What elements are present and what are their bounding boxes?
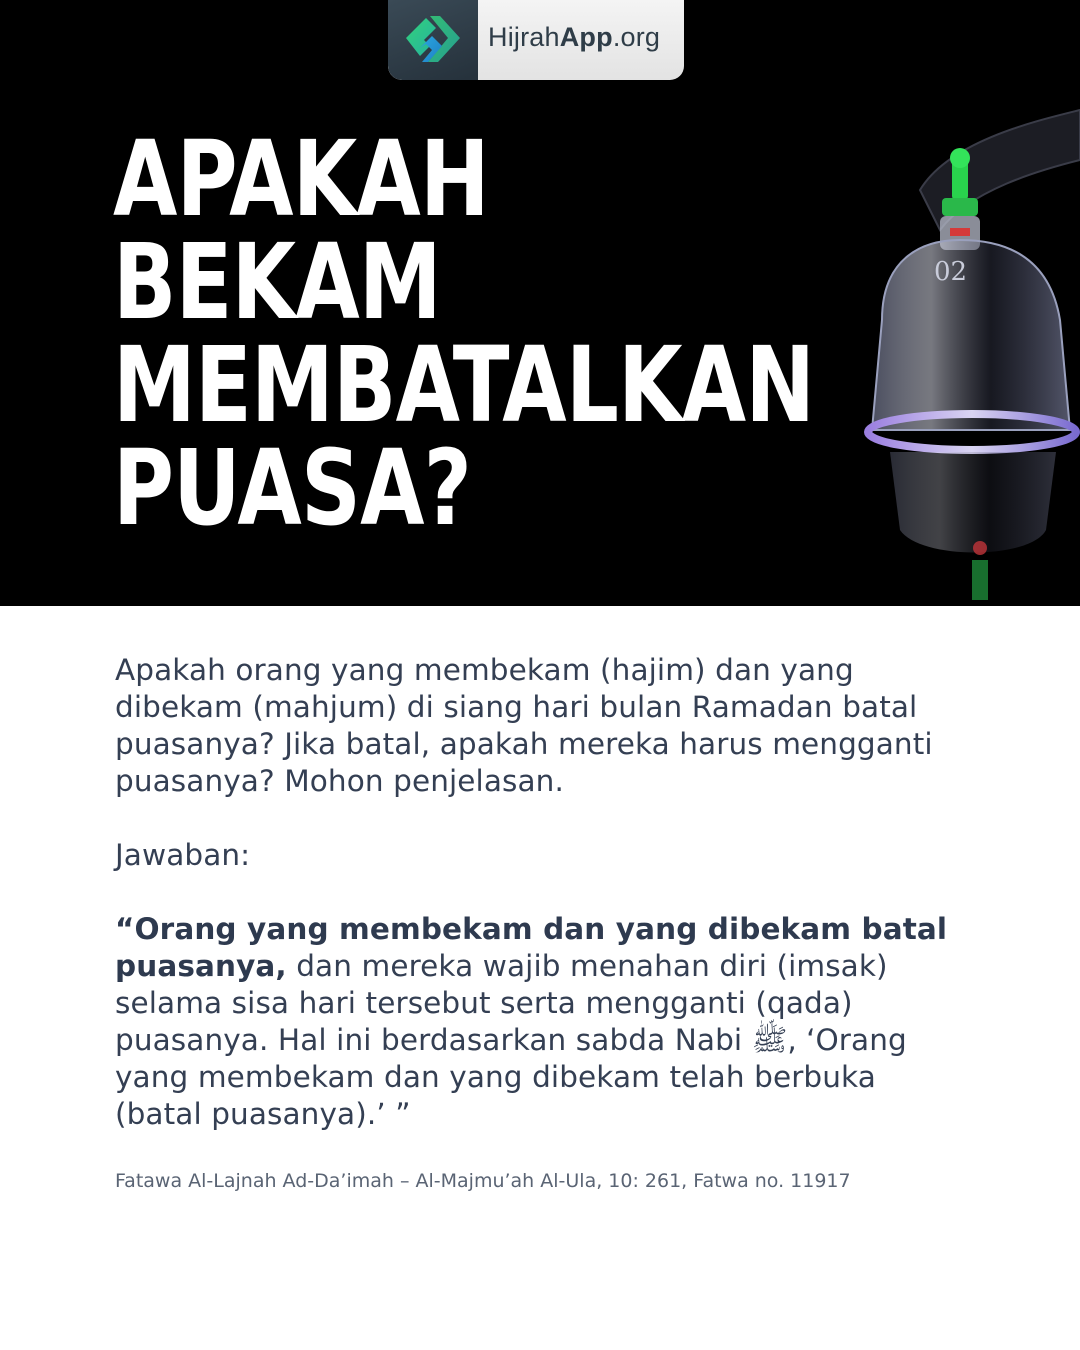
title-line-3: MEMBATALKAN (113, 324, 815, 446)
cupping-cup-icon (860, 80, 1080, 606)
article-body (115, 652, 965, 1193)
page-title (113, 118, 815, 549)
hijrahapp-logo-icon (388, 0, 478, 80)
question-paragraph: Apakah orang yang membekam (hajim) dan yang dibekam (mahjum) di siang hari bulan Ramadan batal puasanya? Jika batal, apakah mereka harus mengganti puasanya? Mohon penjelasan. (115, 653, 933, 798)
brand-name-suffix: .org (612, 22, 661, 52)
title-line-1: APAKAH (113, 118, 489, 240)
answer-paragraph (115, 911, 965, 1133)
hero-banner (0, 0, 1080, 606)
brand-badge[interactable] (388, 0, 684, 80)
source-citation: Fatawa Al-Lajnah Ad-Da’imah – Al-Majmu’ah Al-Ula, 10: 261, Fatwa no. 11917 (115, 1170, 851, 1192)
brand-name (488, 22, 660, 53)
brand-name-regular: Hijrah (488, 22, 560, 52)
title-line-4: PUASA? (113, 427, 472, 549)
cup-number-label: 02 (934, 257, 968, 287)
answer-bold: “Orang yang membekam dan yang dibekam batal puasanya, (115, 912, 948, 983)
title-line-2: BEKAM (113, 221, 441, 343)
brand-name-bold: App (559, 22, 613, 52)
answer-label: Jawaban: (115, 838, 251, 872)
answer-text: dan mereka wajib menahan diri (imsak) selama sisa hari tersebut serta mengganti (qada) puasanya. Hal ini berdasarkan sabda Nabi ﷺ, ‘Orang yang membekam dan yang dibekam telah berbuka (batal puasanya).’ ” (115, 949, 907, 1131)
